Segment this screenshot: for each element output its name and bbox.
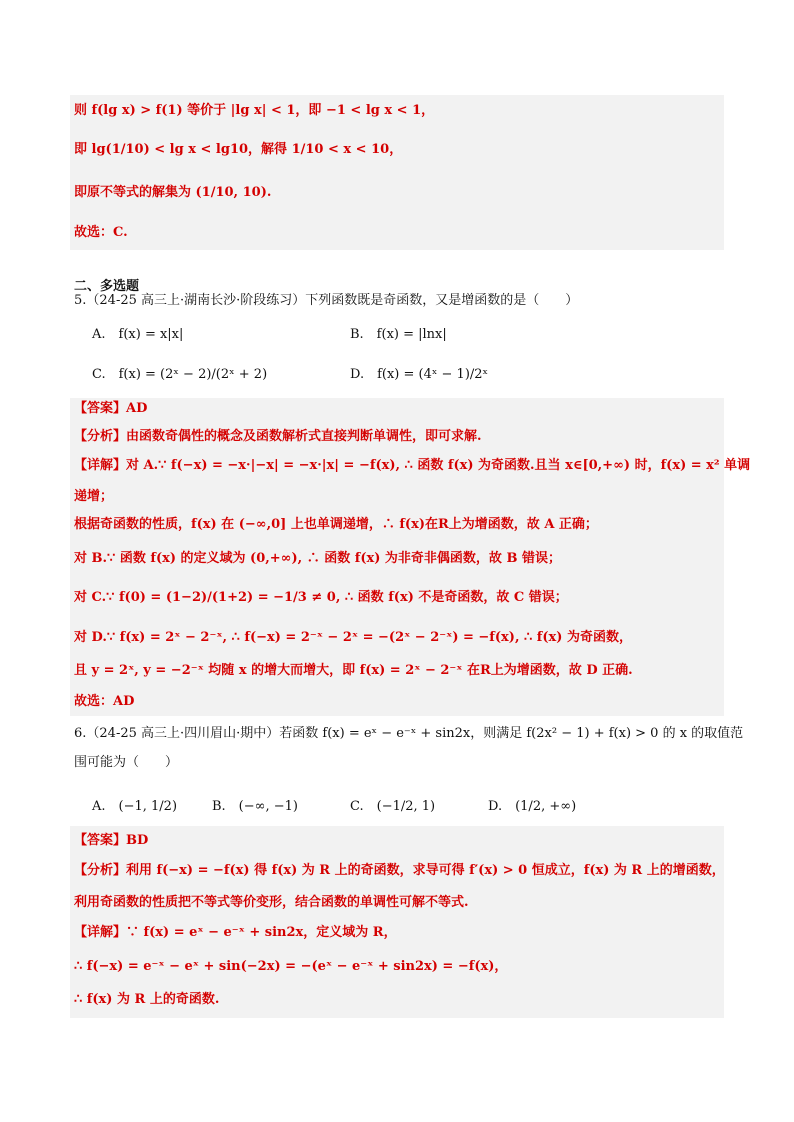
option-d: D. f(x) = (4ˣ − 1)/2ˣ	[350, 367, 489, 382]
option-a: A. (−1, 1/2)	[92, 799, 178, 814]
question-stem: 6.（24-25 高三上·四川眉山·期中）若函数 f(x) = eˣ − e⁻ˣ + sin2x，则满足 f(2x² − 1) + f(x) > 0 的 x 的取值范	[74, 726, 744, 741]
detail-line: 对 B.∵ 函数 f(x) 的定义域为 (0,+∞), ∴ 函数 f(x) 为非奇非偶函数，故 B 错误；	[74, 551, 561, 566]
option-a: A. f(x) = x|x|	[92, 327, 184, 342]
solution-box-q6	[70, 826, 724, 1018]
option-b: B. f(x) = |lnx|	[350, 327, 447, 342]
detail-line: ∴ f(−x) = e⁻ˣ − eˣ + sin(−2x) = −(eˣ − e⁻ˣ + sin2x) = −f(x)，	[74, 959, 508, 974]
detail-line: 【详解】∵ f(x) = eˣ − e⁻ˣ + sin2x，定义域为 R，	[74, 925, 397, 940]
section-title: 二、多选题	[74, 279, 140, 294]
analysis-line: 利用奇函数的性质把不等式等价变形，结合函数的单调性可解不等式.	[74, 895, 469, 910]
final-answer: 故选：AD	[74, 694, 135, 709]
solution-line: 则 f(lg x) > f(1) 等价于 |lg x| < 1，即 −1 < lg x < 1，	[74, 103, 435, 118]
solution-line: 即原不等式的解集为 (1/10, 10).	[74, 185, 272, 200]
analysis-line: 【分析】由函数奇偶性的概念及函数解析式直接判断单调性，即可求解.	[74, 429, 482, 444]
detail-line: 递增；	[74, 489, 114, 504]
solution-line: 故选：C.	[74, 225, 128, 240]
option-c: C. (−1/2, 1)	[350, 799, 436, 814]
question-stem: 围可能为（ ）	[74, 755, 179, 770]
detail-line: 且 y = 2ˣ, y = −2⁻ˣ 均随 x 的增大而增大，即 f(x) = 2ˣ − 2⁻ˣ 在R上为增函数，故 D 正确.	[74, 663, 633, 678]
detail-line: 【详解】对 A.∵ f(−x) = −x·|−x| = −x·|x| = −f(x), ∴ 函数 f(x) 为奇函数.且当 x∈[0,+∞) 时，f(x) = x² 单调	[74, 458, 751, 473]
detail-line: 对 D.∵ f(x) = 2ˣ − 2⁻ˣ, ∴ f(−x) = 2⁻ˣ − 2ˣ = −(2ˣ − 2⁻ˣ) = −f(x), ∴ f(x) 为奇函数，	[74, 630, 632, 645]
solution-box-top	[70, 95, 724, 250]
detail-line: 根据奇函数的性质，f(x) 在 (−∞,0] 上也单调递增，∴ f(x)在R上为增函数，故 A 正确；	[74, 517, 598, 532]
detail-line: ∴ f(x) 为 R 上的奇函数.	[74, 992, 220, 1007]
analysis-line: 【分析】利用 f(−x) = −f(x) 得 f(x) 为 R 上的奇函数，求导可得 f′(x) > 0 恒成立，f(x) 为 R 上的增函数，	[74, 863, 725, 878]
question-stem: 5.（24-25 高三上·湖南长沙·阶段练习）下列函数既是奇函数，又是增函数的是（ ）	[74, 293, 579, 308]
option-c: C. f(x) = (2ˣ − 2)/(2ˣ + 2)	[92, 367, 268, 382]
option-d: D. (1/2, +∞)	[488, 799, 577, 814]
answer-line: 【答案】BD	[74, 833, 149, 848]
solution-line: 即 lg(1/10) < lg x < lg10，解得 1/10 < x < 10，	[74, 142, 403, 157]
option-b: B. (−∞, −1)	[212, 799, 298, 814]
answer-line: 【答案】AD	[74, 401, 148, 416]
detail-line: 对 C.∵ f(0) = (1−2)/(1+2) = −1/3 ≠ 0, ∴ 函数 f(x) 不是奇函数，故 C 错误；	[74, 590, 568, 605]
